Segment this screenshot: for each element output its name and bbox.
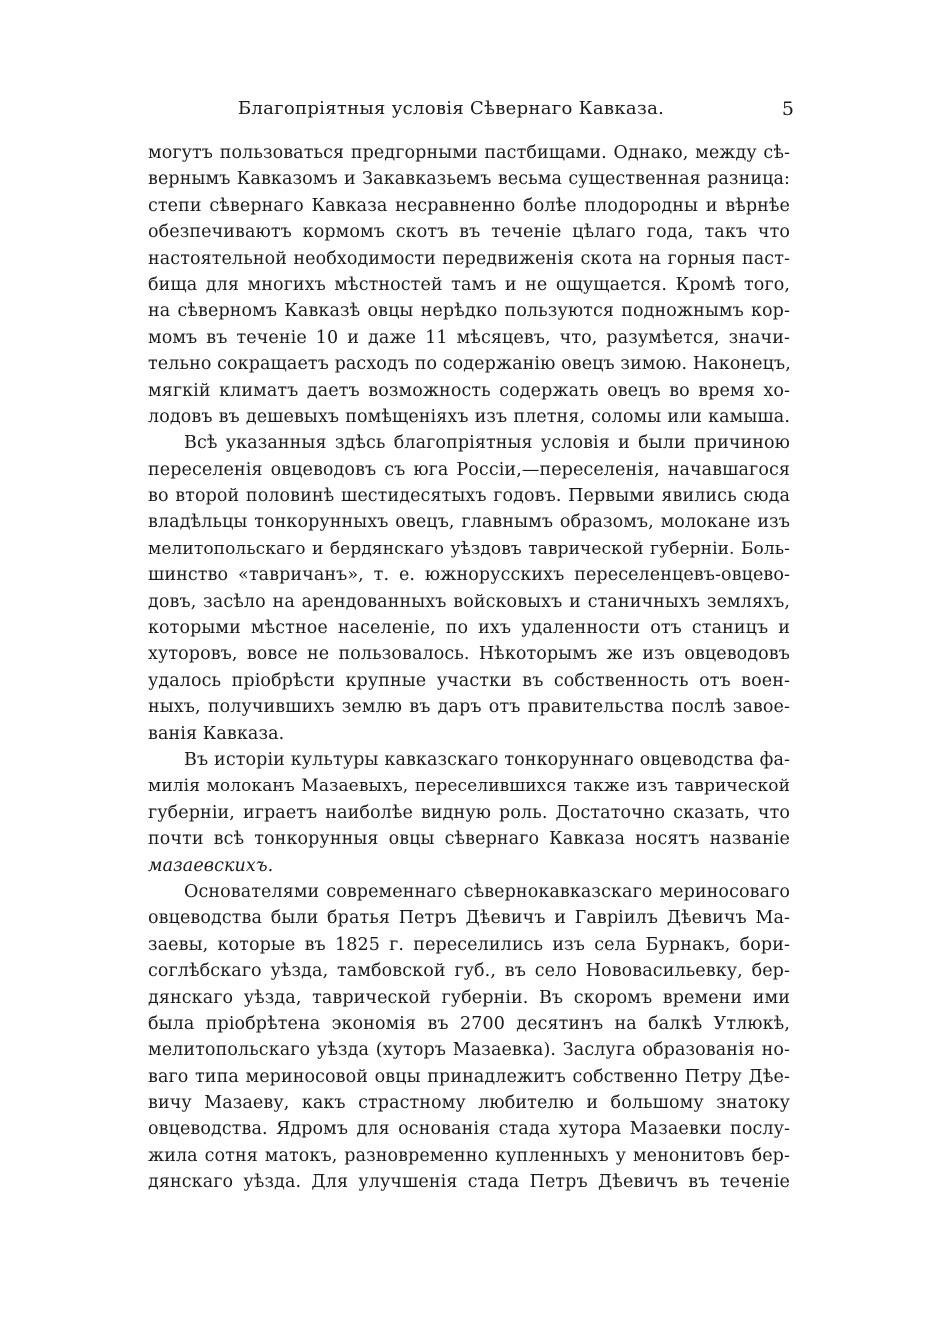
running-head (148, 98, 794, 128)
text-line: овцеводства. Ядромъ для основанія стада хутора Мазаевки послу- (148, 1119, 790, 1140)
text-line: жила сотня матокъ, разновременно купленныхъ у менонитовъ бер- (148, 1145, 790, 1166)
text-line: довъ, засѣло на арендованныхъ войсковыхъ и станичныхъ земляхъ, (148, 591, 790, 612)
text-line: мелитопольскаго уѣзда (хуторъ Мазаевка). Заслуга образованія но- (148, 1040, 790, 1061)
text-line: дянскаго уѣзда. Для улучшенія стада Петръ Дѣевичъ въ теченіе (148, 1172, 790, 1193)
text-line: дянскаго уѣзда, таврической губерніи. Въ скоромъ времени ими (148, 987, 790, 1008)
text-line: губерніи, играетъ наиболѣе видную роль. Достаточно сказать, что (148, 802, 790, 823)
text-line: настоятельной необходимости передвиженія скота на горныя паст- (148, 248, 790, 269)
text-line: мелитопольскаго и бердянскаго уѣздовъ таврической губерніи. Боль- (148, 538, 790, 559)
paragraph-4 (148, 879, 790, 1196)
text-line: Всѣ указанныя здѣсь благопріятныя условія и были причиною (184, 433, 790, 454)
text-line: мягкій климатъ даетъ возможность содержать овецъ во время хо- (148, 380, 790, 401)
text-line: ванія Кавказа. (148, 723, 285, 744)
text-line: которыми мѣстное населеніе, по ихъ удаленности отъ станицъ и (148, 618, 790, 639)
text-line: лодовъ въ дешевыхъ помѣщеніяхъ изъ плетня, соломы или камыша. (148, 406, 790, 427)
text-line: Основателями современнаго сѣвернокавказскаго мериносоваго (184, 881, 790, 902)
text-line: была пріобрѣтена экономія въ 2700 десятинъ на балкѣ Утлюкѣ, (148, 1013, 790, 1034)
text-line: степи сѣвернаго Кавказа несравненно болѣе плодородны и вѣрнѣе (148, 195, 790, 216)
text-line: овцеводства были братья Петръ Дѣевичъ и Гавріилъ Дѣевичъ Ма- (148, 908, 790, 929)
text-line: бища для многихъ мѣстностей тамъ и не ощущается. Кромѣ того, (148, 274, 790, 295)
text-line: во второй половинѣ шестидесятыхъ годовъ. Первыми явились сюда (148, 486, 790, 507)
text-line: могутъ пользоваться предгорными пастбищами. Однако, между сѣ- (148, 143, 790, 163)
page-number: 5 (781, 98, 794, 120)
body-text (148, 140, 790, 1196)
paragraph-2 (148, 430, 790, 747)
text-line: ныхъ, получившихъ землю въ даръ отъ правительства послѣ завое- (148, 697, 790, 718)
paragraph-1 (148, 140, 790, 430)
text-line: удалось пріобрѣсти крупные участки въ собственность отъ воен- (148, 670, 790, 691)
paragraph-3 (148, 747, 790, 879)
text-line: на сѣверномъ Кавказѣ овцы нерѣдко пользуются подножнымъ кор- (148, 301, 790, 322)
italic-term-line: мазаевскихъ. (148, 855, 274, 876)
text-line: обезпечиваютъ кормомъ скотъ въ теченіе цѣлаго года, такъ что (148, 222, 790, 243)
text-line: Въ исторіи культуры кавказскаго тонкоруннаго овцеводства фа- (184, 749, 790, 770)
text-line: хуторовъ, вовсе не пользовалось. Нѣкоторымъ же изъ овцеводовъ (148, 644, 790, 665)
text-line: вернымъ Кавказомъ и Закавказьемъ весьма существенная разница: (148, 169, 790, 190)
text-line: владѣльцы тонкорунныхъ овецъ, главнымъ образомъ, молокане изъ (148, 512, 790, 533)
text-line: заевы, которые въ 1825 г. переселились изъ села Бурнакъ, бори- (148, 934, 790, 955)
text-line: момъ въ теченіе 10 и даже 11 мѣсяцевъ, что, разумѣется, значи- (148, 327, 790, 348)
text-line: переселенія овцеводовъ съ юга Россіи,—переселенія, начавшагося (148, 459, 790, 480)
text-line: ваго типа мериносовой овцы принадлежитъ собственно Петру Дѣе- (148, 1066, 790, 1087)
text-line: вичу Мазаеву, какъ страстному любителю и большому знатоку (148, 1093, 790, 1114)
text-line: соглѣбскаго уѣзда, тамбовской губ., въ село Нововасильевку, бер- (148, 961, 790, 982)
text-line: милія молоканъ Мазаевыхъ, переселившихся также изъ таврической (148, 776, 790, 797)
text-line: тельно сокращаетъ расходъ по содержанію овецъ зимою. Наконецъ, (148, 354, 791, 375)
text-line: почти всѣ тонкорунныя овцы сѣвернаго Кавказа носятъ названіе (148, 829, 790, 850)
running-title: Благопріятныя условія Сѣвернаго Кавказа. (237, 98, 665, 119)
text-line: шинство «тавричанъ», т. е. южнорусскихъ переселенцевъ-овцево- (148, 565, 790, 586)
